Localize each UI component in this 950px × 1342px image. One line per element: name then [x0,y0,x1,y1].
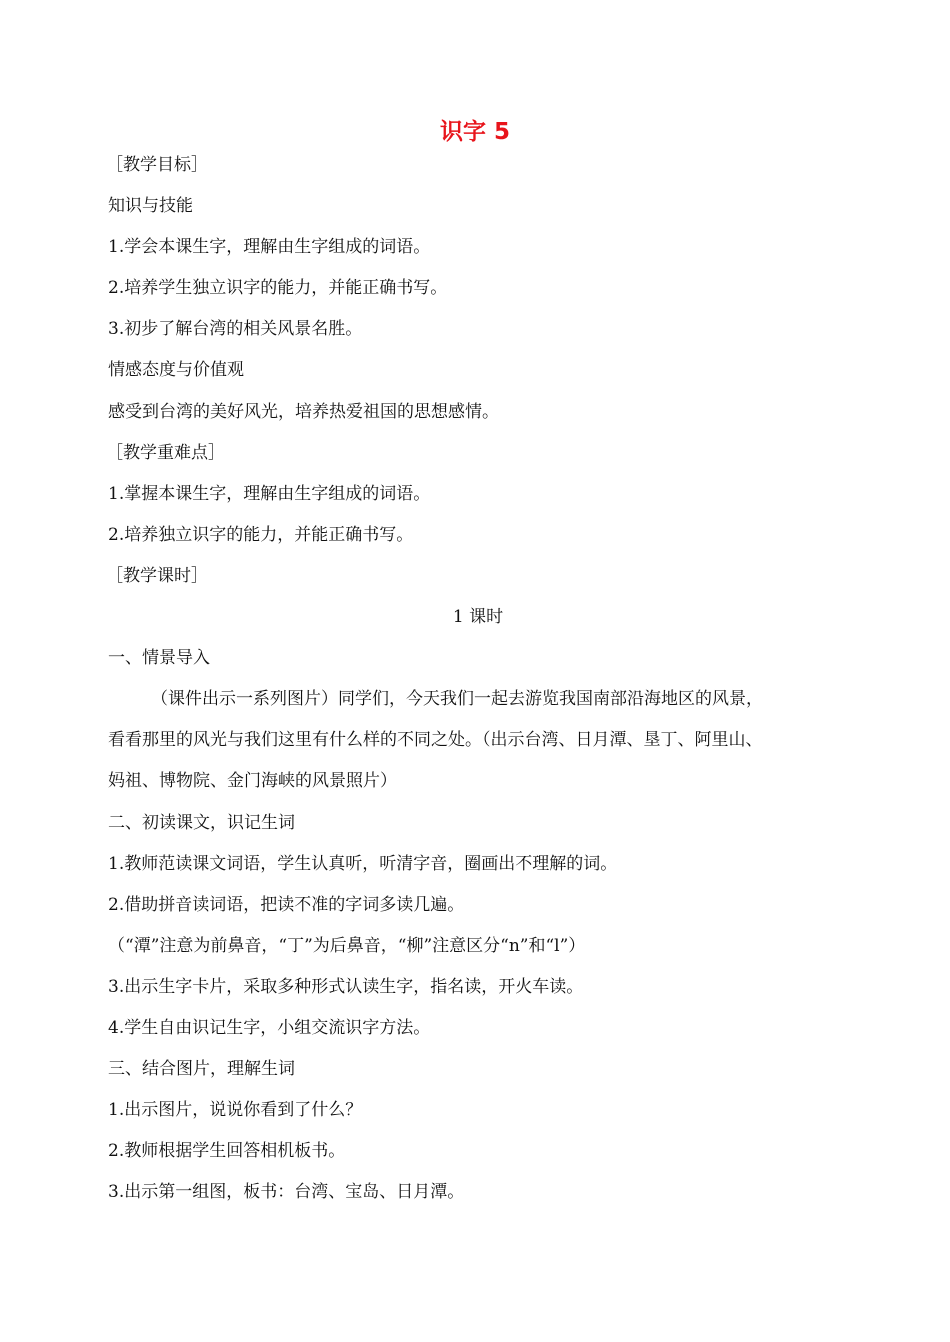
document-title: 识字 5 [439,119,510,145]
class-hours-value: 1 课时 [452,607,504,628]
paragraph: 看看那里的风光与我们这里有什么样的不同之处。（出示台湾、日月潭、垦丁、阿里山、 [108,730,763,751]
paragraph: （课件出示一系列图片）同学们，今天我们一起去游览我国南部沿海地区的风景， [151,689,763,710]
step-item: 1.出示图片，说说你看到了什么？ [108,1100,363,1121]
subheading-knowledge-skills: 知识与技能 [108,196,193,217]
step-item: 1.教师范读课文词语，学生认真听，听清字音，圈画出不理解的词。 [108,853,618,874]
paragraph: 妈祖、博物院、金门海峡的风景照片） [108,771,397,792]
step-item: 3.出示第一组图，板书：台湾、宝岛、日月潭。 [108,1182,465,1203]
step-heading-intro: 一、情景导入 [108,648,210,669]
key-point-item: 2.培养独立识字的能力，并能正确书写。 [108,524,414,545]
step-item: 3.出示生字卡片，采取多种形式认读生字，指名读，开火车读。 [108,976,584,997]
paragraph: 感受到台湾的美好风光，培养热爱祖国的思想感情。 [108,401,499,422]
objective-item: 1.学会本课生字，理解由生字组成的词语。 [108,237,431,258]
objective-item: 3.初步了解台湾的相关风景名胜。 [108,319,363,340]
section-heading-objectives: ［教学目标］ [106,155,208,175]
subheading-emotion-values: 情感态度与价值观 [108,360,244,381]
section-heading-class-hours: ［教学课时］ [106,565,208,586]
pronunciation-note: （“潭”注意为前鼻音，“丁”为后鼻音，“柳”注意区分“n”和“l”） [108,935,586,956]
step-item: 2.借助拼音读词语，把读不准的字词多读几遍。 [108,894,465,915]
document-body [108,145,888,1213]
step-heading-first-reading: 二、初读课文，识记生词 [108,812,295,833]
step-item: 2.教师根据学生回答相机板书。 [108,1141,346,1162]
section-heading-key-points: ［教学重难点］ [106,442,225,463]
step-heading-pictures: 三、结合图片，理解生词 [108,1059,295,1080]
objective-item: 2.培养学生独立识字的能力，并能正确书写。 [108,278,448,299]
key-point-item: 1.掌握本课生字，理解由生字组成的词语。 [108,483,431,504]
step-item: 4.学生自由识记生字，小组交流识字方法。 [108,1017,431,1038]
